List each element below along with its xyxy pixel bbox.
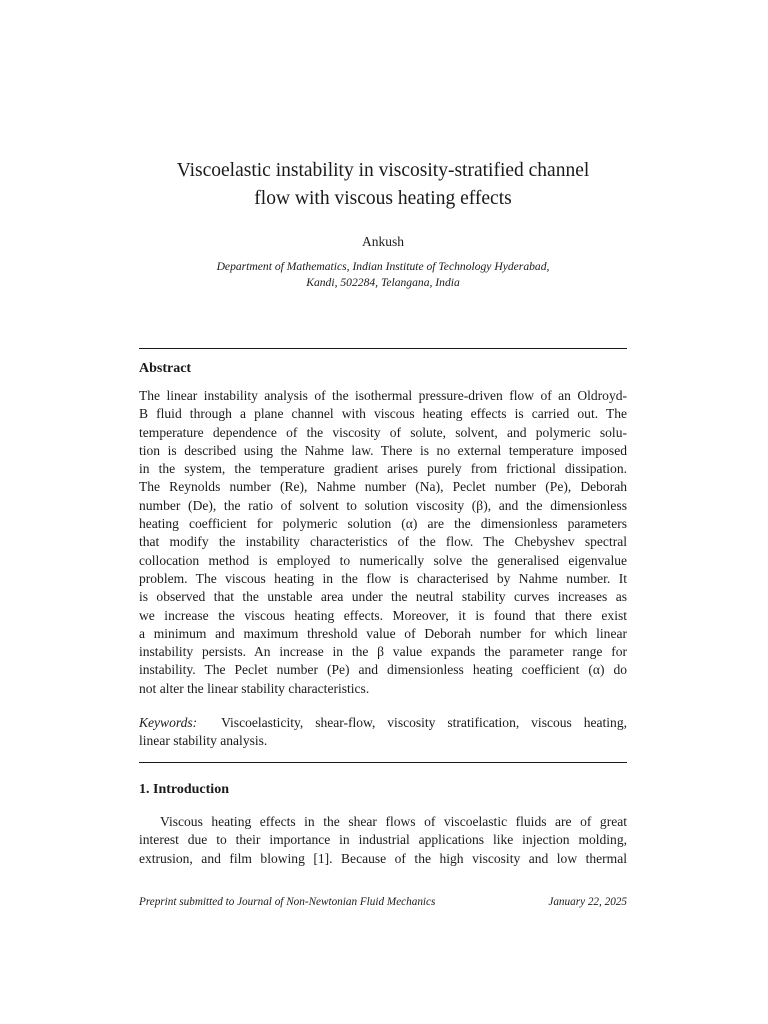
preprint-date: January 22, 2025	[548, 896, 627, 908]
affiliation-line-1: Department of Mathematics, Indian Institute of Technology Hyderabad,	[216, 260, 550, 273]
intro-line: interest due to their importance in industrial applications like injection molding,	[139, 832, 627, 848]
abstract-line: is observed that the unstable area under the neutral stability curves increases as	[139, 589, 627, 605]
affiliation	[139, 259, 627, 291]
abstract-line: a minimum and maximum threshold value of Deborah number for which linear	[139, 625, 627, 641]
intro-line: Viscous heating effects in the shear flows of viscoelastic fluids are of great	[160, 814, 627, 829]
top-divider	[139, 348, 627, 349]
abstract-line: tion is described using the Nahme law. There is no external temperature imposed	[139, 442, 627, 458]
abstract-line: collocation method is employed to numerically solve the generalised eigenvalue	[139, 552, 627, 568]
abstract-line: heating coefficient for polymeric solution (α) are the dimensionless parameters	[139, 516, 627, 532]
keywords-text-2: linear stability analysis.	[139, 733, 268, 749]
abstract-line: in the system, the temperature gradient arises purely from frictional dissipation.	[139, 461, 627, 477]
keywords-line-1	[139, 714, 627, 732]
abstract-line: The Reynolds number (Re), Nahme number (Na), Peclet number (Pe), Deborah	[139, 479, 627, 495]
abstract-line: instability persists. An increase in the β value expands the parameter range for	[139, 644, 627, 660]
abstract-line: number (De), the ratio of solvent to solution viscosity (β), and the dimensionless	[139, 497, 627, 513]
keywords	[139, 714, 627, 751]
bottom-divider	[139, 762, 627, 763]
paper-title-line-2: flow with viscous heating effects	[254, 188, 512, 209]
abstract-line: instability. The Peclet number (Pe) and dimensionless heating coefficient (α) do	[139, 662, 627, 678]
abstract-line: not alter the linear stability characteristics.	[139, 680, 370, 696]
preprint-note: Preprint submitted to Journal of Non-Newtonian Fluid Mechanics	[139, 896, 436, 908]
introduction-body	[139, 813, 627, 868]
abstract-body	[139, 387, 627, 698]
paper-title	[139, 157, 627, 213]
abstract-line: we increase the viscous heating effects. Moreover, it is found that there exist	[139, 607, 627, 623]
keywords-label: Keywords:	[139, 715, 198, 730]
abstract-line: that modify the instability characteristics of the flow. The Chebyshev spectral	[139, 534, 627, 550]
intro-line: extrusion, and film blowing [1]. Because of the high viscosity and low thermal	[139, 850, 627, 866]
section-heading-introduction: 1. Introduction	[139, 782, 229, 797]
abstract-line: temperature dependence of the viscosity of solute, solvent, and polymeric solu-	[139, 424, 627, 440]
affiliation-line-2: Kandi, 502284, Telangana, India	[306, 276, 460, 289]
abstract-heading: Abstract	[139, 361, 192, 376]
keywords-text-1: Viscoelasticity, shear-flow, viscosity stratification, viscous heating,	[221, 715, 627, 730]
paper-title-line-1: Viscoelastic instability in viscosity-stratified channel	[176, 160, 590, 181]
abstract-line: B fluid through a plane channel with viscous heating effects is carried out. The	[139, 406, 627, 422]
abstract-line: problem. The viscous heating in the flow is characterised by Nahme number. It	[139, 570, 627, 586]
abstract-line: The linear instability analysis of the isothermal pressure-driven flow of an Oldroyd-	[139, 388, 627, 403]
author-name: Ankush	[361, 234, 404, 249]
